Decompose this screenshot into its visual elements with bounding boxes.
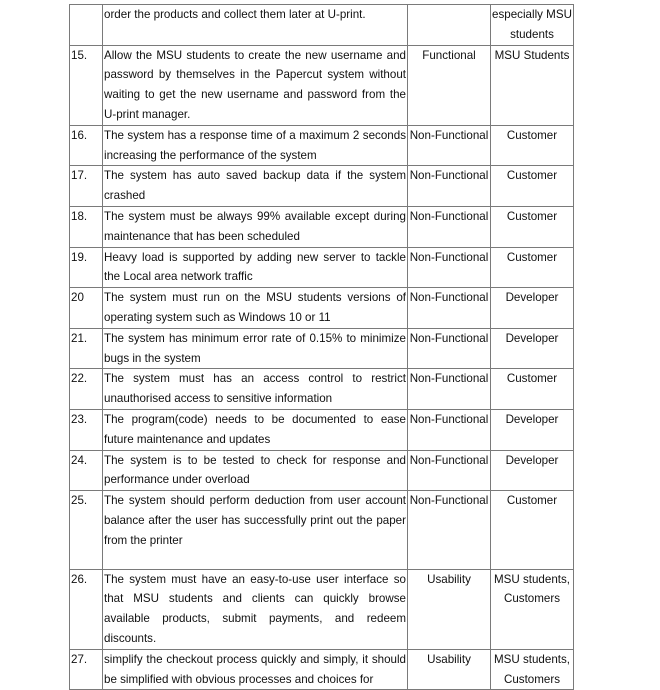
- row-number: 18.: [70, 206, 103, 247]
- row-number: 17.: [70, 166, 103, 207]
- table-row: [70, 409, 574, 450]
- table-row: [70, 369, 574, 410]
- row-description: The program(code) needs to be documented to ease future maintenance and updates: [103, 409, 408, 450]
- row-type: Usability: [408, 569, 491, 649]
- table-row: [70, 206, 574, 247]
- table-row: [70, 166, 574, 207]
- row-description: The system must have an easy-to-use user interface so that MSU students and clients can quickly browse available products, submit payments, and redeem discounts.: [103, 569, 408, 649]
- row-stakeholder: MSU students, Customers: [491, 649, 574, 690]
- row-type: Non-Functional: [408, 288, 491, 329]
- row-type: Non-Functional: [408, 166, 491, 207]
- row-stakeholder: Customer: [491, 247, 574, 288]
- table-row: [70, 491, 574, 569]
- table-row: [70, 569, 574, 649]
- row-description: The system must run on the MSU students versions of operating system such as Windows 10 or 11: [103, 288, 408, 329]
- row-stakeholder: Customer: [491, 125, 574, 166]
- row-description: The system has auto saved backup data if the system crashed: [103, 166, 408, 207]
- row-description: The system must has an access control to restrict unauthorised access to sensitive information: [103, 369, 408, 410]
- row-description: The system has a response time of a maximum 2 seconds increasing the performance of the system: [103, 125, 408, 166]
- row-number: 21.: [70, 328, 103, 369]
- row-stakeholder: especially MSU students: [491, 5, 574, 46]
- table-row: [70, 5, 574, 46]
- row-stakeholder: Customer: [491, 166, 574, 207]
- row-number: 27.: [70, 649, 103, 690]
- row-type: Non-Functional: [408, 206, 491, 247]
- row-stakeholder: Customer: [491, 491, 574, 569]
- row-description: Allow the MSU students to create the new username and password by themselves in the Papercut system without waiting to get the new username and password from the U-print manager.: [103, 45, 408, 125]
- row-stakeholder: Developer: [491, 288, 574, 329]
- row-type: Non-Functional: [408, 450, 491, 491]
- row-type: Non-Functional: [408, 409, 491, 450]
- table-row: [70, 45, 574, 125]
- row-number: 26.: [70, 569, 103, 649]
- requirements-table: [69, 4, 574, 690]
- row-number: 20: [70, 288, 103, 329]
- row-stakeholder: Developer: [491, 450, 574, 491]
- row-description: order the products and collect them later at U-print.: [103, 5, 408, 46]
- row-stakeholder: Developer: [491, 409, 574, 450]
- table-row: [70, 125, 574, 166]
- table-row: [70, 450, 574, 491]
- row-description: simplify the checkout process quickly and simply, it should be simplified with obvious processes and choices for: [103, 649, 408, 690]
- row-type: Functional: [408, 45, 491, 125]
- row-stakeholder: MSU Students: [491, 45, 574, 125]
- row-type: Non-Functional: [408, 125, 491, 166]
- row-number: 19.: [70, 247, 103, 288]
- table-row: [70, 649, 574, 690]
- row-type: [408, 5, 491, 46]
- row-type: Non-Functional: [408, 328, 491, 369]
- row-type: Non-Functional: [408, 369, 491, 410]
- row-description: The system has minimum error rate of 0.15% to minimize bugs in the system: [103, 328, 408, 369]
- row-number: [70, 5, 103, 46]
- row-number: 16.: [70, 125, 103, 166]
- row-description: The system must be always 99% available except during maintenance that has been scheduled: [103, 206, 408, 247]
- row-description: The system is to be tested to check for response and performance under overload: [103, 450, 408, 491]
- row-description: Heavy load is supported by adding new server to tackle the Local area network traffic: [103, 247, 408, 288]
- row-number: 23.: [70, 409, 103, 450]
- row-description: The system should perform deduction from user account balance after the user has successfully print out the paper from the printer: [103, 491, 408, 569]
- row-number: 25.: [70, 491, 103, 569]
- table-row: [70, 328, 574, 369]
- table-row: [70, 288, 574, 329]
- row-stakeholder: MSU students, Customers: [491, 569, 574, 649]
- row-number: 24.: [70, 450, 103, 491]
- table-row: [70, 247, 574, 288]
- row-type: Non-Functional: [408, 247, 491, 288]
- row-number: 22.: [70, 369, 103, 410]
- row-stakeholder: Customer: [491, 206, 574, 247]
- row-stakeholder: Customer: [491, 369, 574, 410]
- row-number: 15.: [70, 45, 103, 125]
- row-type: Usability: [408, 649, 491, 690]
- row-stakeholder: Developer: [491, 328, 574, 369]
- row-type: Non-Functional: [408, 491, 491, 569]
